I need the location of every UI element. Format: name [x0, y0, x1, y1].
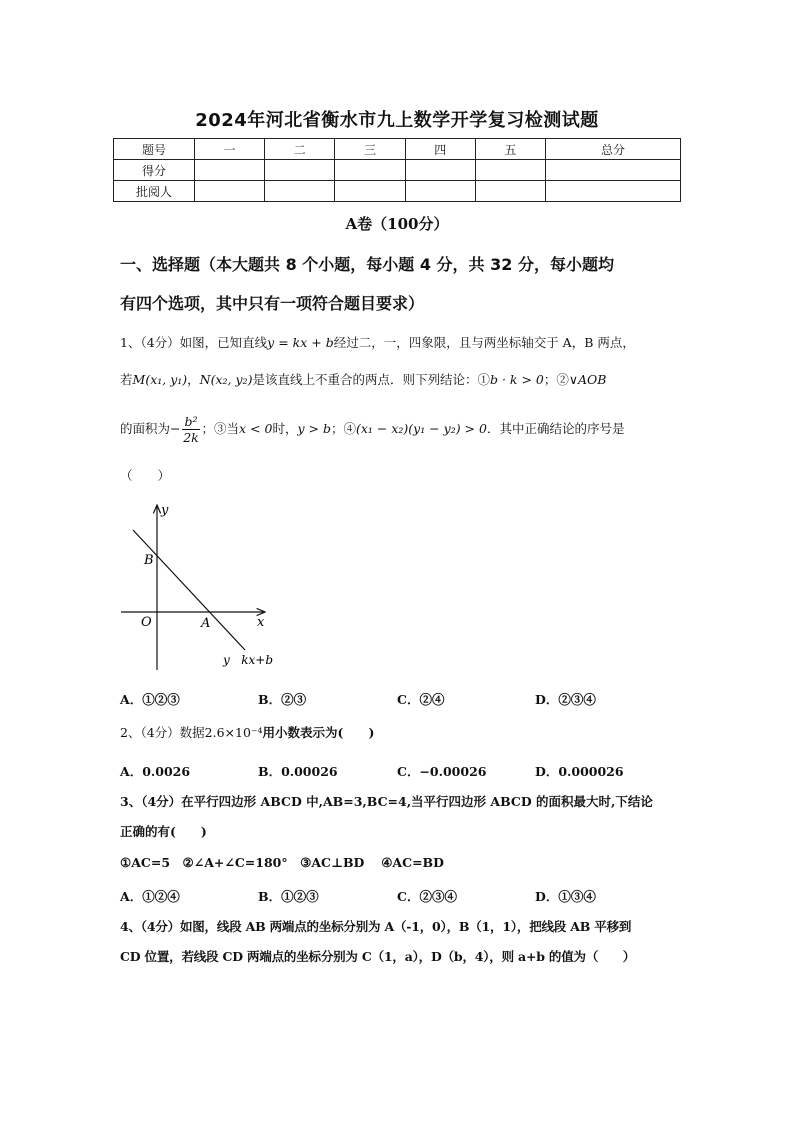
q1-text: ；③当: [201, 421, 240, 436]
table-cell: [546, 181, 681, 202]
q1-point-m: M(x₁, y₁): [132, 372, 188, 387]
graph-line: [133, 530, 245, 650]
table-cell: 一: [195, 139, 265, 160]
q1-text: 是该直线上不重合的两点．则下列结论：①: [252, 372, 490, 387]
q1-answer-paren: （ ）: [120, 468, 171, 483]
q1-line3: [120, 414, 680, 445]
table-cell: [405, 181, 475, 202]
q1-option-c: C．②④: [397, 692, 445, 707]
q1-text: ．其中正确结论的序号是: [486, 421, 625, 436]
q4-line2: CD 位置，若线段 CD 两端点的坐标分别为 C（1，a），D（b，4），则 a+b 的值为（ ）: [120, 949, 636, 964]
table-cell: [335, 181, 405, 202]
q3-line2: 正确的有( ): [120, 824, 207, 839]
table-cell: [475, 181, 545, 202]
table-cell: [546, 160, 681, 181]
q1-text: 时，: [272, 421, 298, 436]
table-cell: 五: [475, 139, 545, 160]
score-table-row: [114, 160, 681, 181]
table-cell: [265, 181, 335, 202]
q2-text: 2、（4分）数据: [120, 725, 205, 740]
y-axis-label: y: [161, 503, 169, 518]
q2-option-c: [397, 762, 486, 780]
q1-line2: [120, 373, 680, 387]
q1-conclusion-1: b · k > 0: [489, 372, 544, 387]
q3-line3: ①AC=5 ②∠A+∠C=180° ③AC⊥BD ④AC=BD: [120, 855, 444, 870]
q1-graph: [115, 500, 285, 675]
q1-equation: y = kx + b: [267, 335, 334, 350]
origin-label: O: [141, 615, 152, 630]
q2-option-b: [258, 762, 338, 780]
table-cell: 二: [265, 139, 335, 160]
table-cell: [335, 160, 405, 181]
q1-text: ，: [187, 372, 200, 387]
point-a-label: A: [201, 616, 211, 631]
q3-option-b: B．①②③: [258, 889, 319, 904]
q1-line1: [120, 336, 680, 350]
q1-condition: x < 0: [239, 421, 273, 436]
q3-option-d: D．①③④: [535, 889, 596, 904]
q2-stem: [120, 726, 680, 740]
q2-option-c-text: C．−0.00026: [397, 764, 487, 779]
q2-option-b-text: B．0.00026: [258, 764, 338, 779]
q1-option-a: A．①②③: [120, 692, 180, 707]
table-cell: 批阅人: [114, 181, 195, 202]
q1-fraction: [182, 414, 199, 445]
q1-conclusion-4: (x₁ − x₂)(y₁ − y₂) > 0: [355, 421, 487, 436]
q1-condition: y > b: [297, 421, 331, 436]
line-equation-label: y kx+b: [223, 653, 273, 667]
section-a-heading: A卷（100分）: [345, 215, 449, 233]
q1-text: 经过二，一，四象限，且与两坐标轴交于 A，B 两点，: [333, 335, 635, 350]
q2-option-a-text: A．0.0026: [120, 764, 191, 779]
fraction-numerator: b²: [184, 414, 198, 429]
q3-option-a: A．①②④: [120, 889, 180, 904]
x-axis-label: x: [257, 615, 265, 630]
section-1-heading-line1: 一、选择题（本大题共 8 个小题，每小题 4 分，共 32 分，每小题均: [120, 255, 614, 274]
q1-text: 若: [120, 372, 133, 387]
fraction-denominator: 2k: [183, 430, 199, 445]
section-1-heading-line2: 有四个选项，其中只有一项符合题目要求）: [120, 294, 425, 313]
q2-option-d-text: D．0.000026: [535, 764, 624, 779]
table-cell: 题号: [114, 139, 195, 160]
q1-text: ；④: [330, 421, 356, 436]
q3-line1: 3、（4分）在平行四边形 ABCD 中,AB=3,BC=4,当平行四边形 ABCD 的面积最大时,下结论: [120, 794, 653, 809]
q1-point-n: N(x₂, y₂): [199, 372, 253, 387]
q1-option-b: B．②③: [258, 692, 307, 707]
table-cell: 三: [335, 139, 405, 160]
q2-option-a: [120, 762, 190, 780]
score-table-header-row: [114, 139, 681, 160]
table-cell: 四: [405, 139, 475, 160]
point-b-label: B: [144, 553, 154, 568]
table-cell: [265, 160, 335, 181]
q2-text: 用小数表示为( ): [262, 725, 375, 740]
q1-option-d: D．②③④: [535, 692, 596, 707]
table-cell: [195, 160, 265, 181]
score-table: [113, 138, 681, 202]
exam-title: 2024年河北省衡水市九上数学开学复习检测试题: [195, 110, 599, 131]
table-cell: [475, 160, 545, 181]
table-cell: [405, 160, 475, 181]
table-cell: 得分: [114, 160, 195, 181]
q1-conclusion-2: ∨AOB: [568, 372, 607, 387]
q2-option-d: [535, 762, 624, 780]
q4-line1: 4、（4分）如图，线段 AB 两端点的坐标分别为 A（-1，0），B（1，1），把线段 AB 平移到: [120, 919, 632, 934]
q1-text: 的面积为−: [120, 421, 181, 436]
q1-text: 1、（4分）如图，已知直线: [120, 335, 268, 350]
table-cell: 总分: [546, 139, 681, 160]
score-table-row: [114, 181, 681, 202]
q3-option-c: C．②③④: [397, 889, 457, 904]
q1-text: ；②: [543, 372, 569, 387]
q2-number: 2.6×10⁻⁴: [204, 725, 263, 740]
table-cell: [195, 181, 265, 202]
